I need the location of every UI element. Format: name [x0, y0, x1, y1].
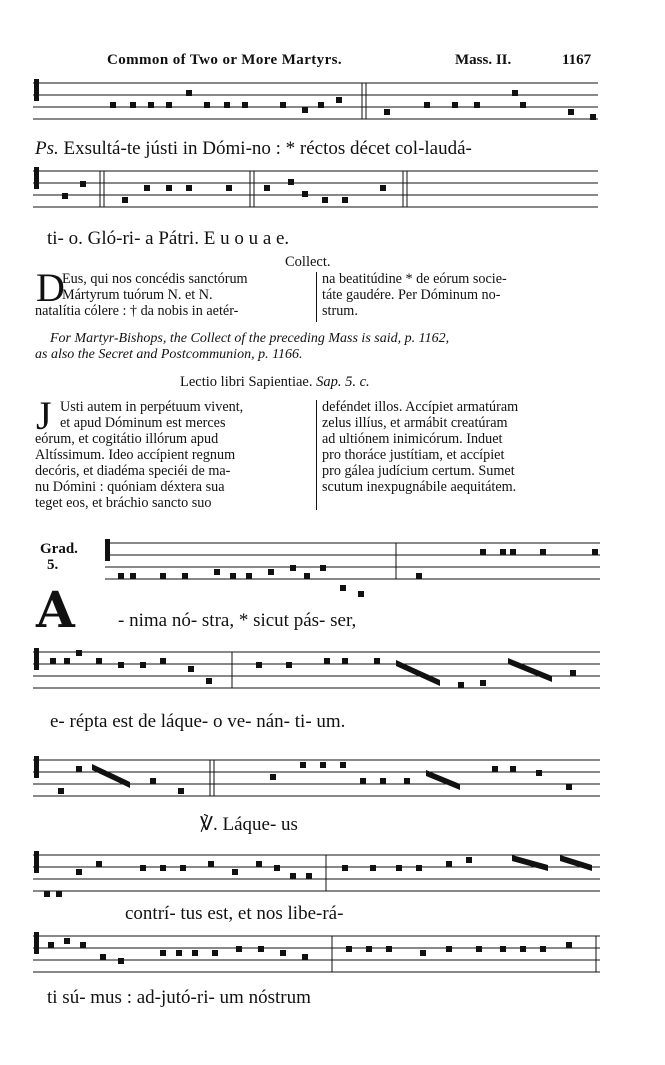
gradual-initial: A: [36, 580, 75, 639]
lesson-left-line-3: eórum, et cogitátio illórum apud: [35, 431, 219, 447]
chant-staff-3: [0, 535, 665, 605]
gradual-mode: 5.: [47, 557, 59, 573]
column-divider: [316, 272, 317, 322]
running-title: Common of Two or More Martyrs.: [107, 52, 343, 68]
lesson-right-line-6: scutum inexpugnábile aequitátem.: [322, 479, 517, 495]
collect-right-line-2: táte gaudére. Per Dóminum no-: [322, 287, 501, 303]
psalm-verse-lyrics: Ps. Exsultá-te jústi in Dómi-no : * réctos décet col-laudá-: [35, 138, 472, 159]
gradual-lyrics-4: contrí- tus est, et nos libe-rá-: [125, 903, 344, 924]
collect-right-line-1: na beatitúdine * de eórum socie-: [322, 271, 507, 287]
rubric-line-1: For Martyr-Bishops, the Collect of the preceding Mass is said, p. 1162,: [50, 331, 450, 346]
collect-left-line-1: Eus, qui nos concédis sanctórum: [62, 271, 248, 287]
rubric-line-2: as also the Secret and Postcommunion, p. 1166.: [35, 347, 303, 362]
gradual-label: Grad.: [40, 541, 78, 557]
lesson-right-line-1: deféndet illos. Accípiet armatúram: [322, 399, 519, 415]
collect-right-line-3: strum.: [322, 303, 358, 319]
gloria-lyrics: ti- o. Gló-ri- a Pátri. E u o u a e.: [47, 228, 290, 249]
gradual-lyrics-2: e- répta est de láque- o ve- nán- ti- um.: [50, 711, 346, 732]
lesson-left-line-7: teget eos, et bráchio sancto suo: [35, 495, 212, 511]
collect-left-line-3: natalítia cólere : † da nobis in aetér-: [35, 303, 239, 319]
chant-staff-2: [0, 163, 665, 223]
lesson-heading: Lectio libri Sapientiae. Sap. 5. c.: [180, 374, 370, 390]
collect-left-line-2: Mártyrum tuórum N. et N.: [62, 287, 213, 303]
lesson-left-line-1: Usti autem in perpétuum vivent,: [60, 399, 244, 415]
collect-heading: Collect.: [285, 254, 331, 270]
lesson-right-line-3: ad ultiónem inimicórum. Induet: [322, 431, 503, 447]
chant-staff-1: [0, 75, 665, 135]
lesson-right-line-5: pro gálea judícium certum. Sumet: [322, 463, 515, 479]
page-number: 1167: [562, 52, 592, 68]
lesson-right-line-4: pro thoráce justítiam, et accípiet: [322, 447, 505, 463]
chant-staff-7: [0, 928, 665, 988]
lesson-right-line-2: zelus illíus, et armábit creatúram: [322, 415, 508, 431]
lesson-left-line-2: et apud Dóminum est merces: [60, 415, 226, 431]
lesson-left-line-4: Altíssimum. Ideo accípient regnum: [35, 447, 236, 463]
lesson-left-line-5: decóris, et diadéma speciéi de ma-: [35, 463, 231, 479]
lesson-column-divider: [316, 400, 317, 510]
gradual-lyrics-1: - nima nó- stra, * sicut pás- ser,: [118, 610, 357, 631]
lesson-left-line-6: nu Dómini : quóniam déxtera sua: [35, 479, 225, 495]
gradual-lyrics-3: ℣. Láque- us: [200, 814, 298, 835]
mass-label: Mass. II.: [455, 52, 512, 68]
chant-staff-4: [0, 640, 665, 710]
gradual-lyrics-5: ti sú- mus : ad-jutó-ri- um nóstrum: [47, 987, 311, 1008]
lesson-dropcap: J: [36, 393, 52, 438]
chant-staff-5: [0, 748, 665, 818]
collect-dropcap: D: [36, 265, 65, 310]
